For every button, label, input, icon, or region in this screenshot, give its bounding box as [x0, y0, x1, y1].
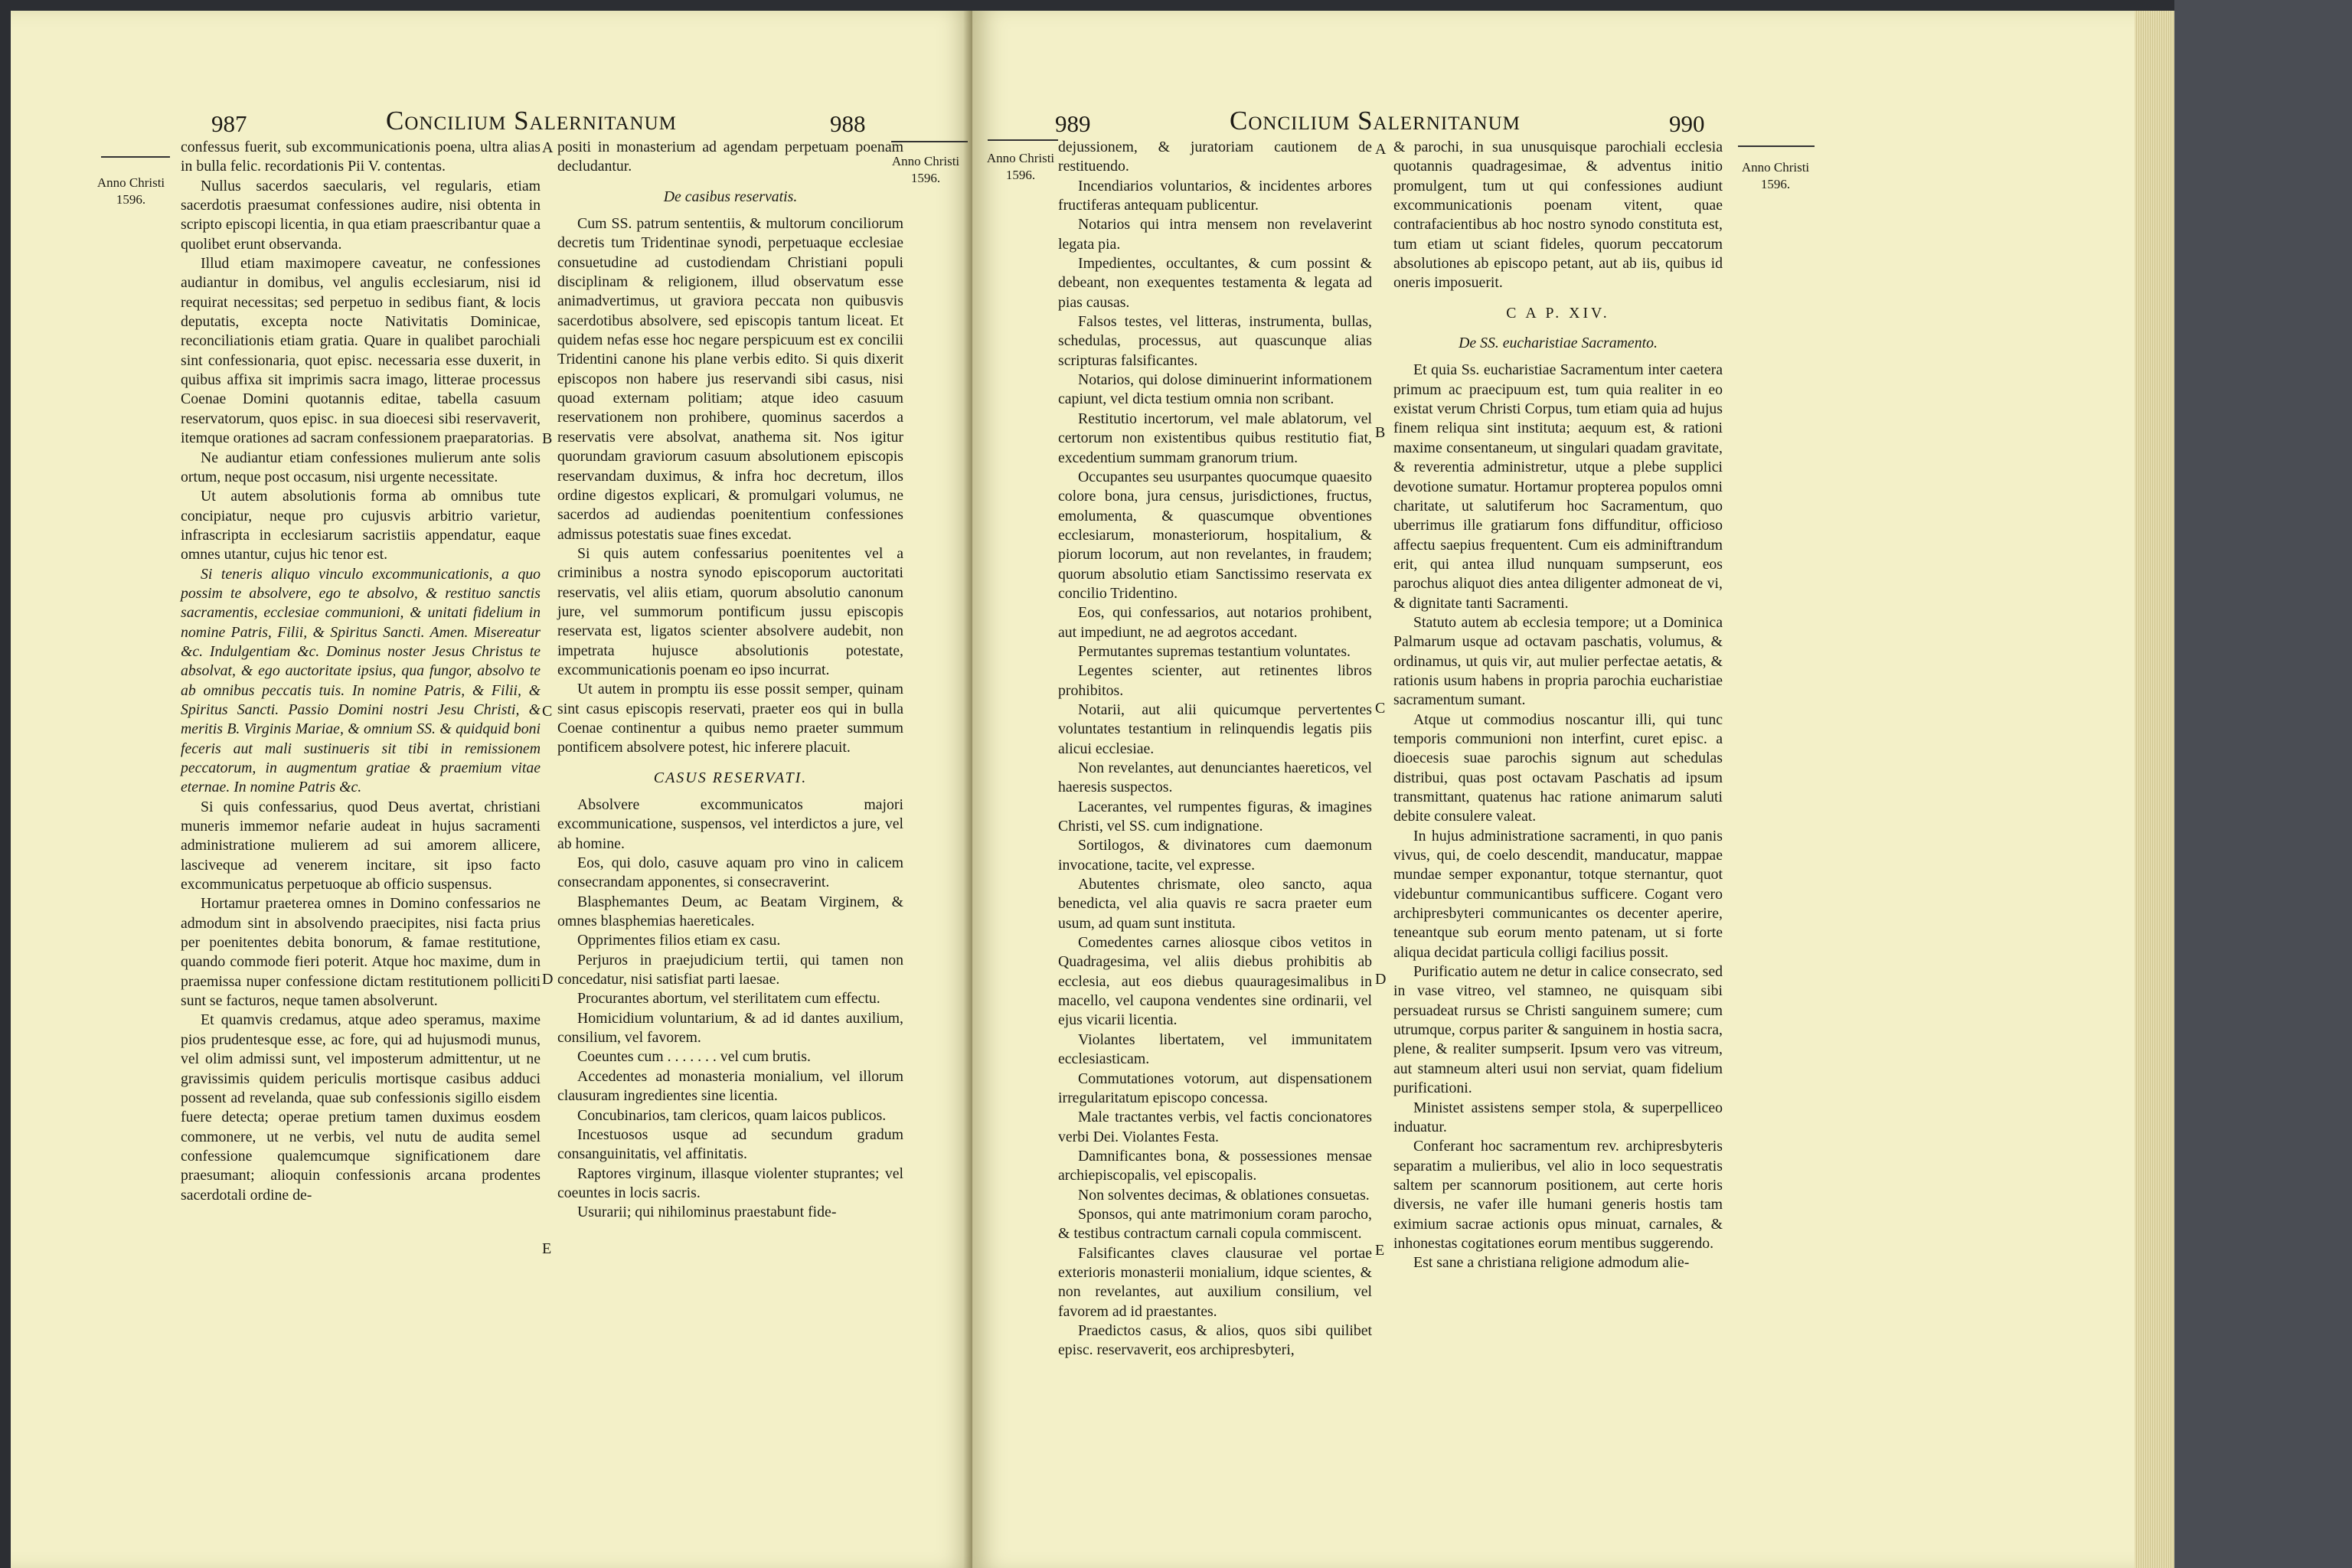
left-page-column-1 — [181, 138, 541, 1205]
list-item: Eos, qui dolo, casuve aquam pro vino in calicem consecrandam apponentes, si consecraverint. — [557, 854, 903, 891]
list-item: Perjuros in praejudicium tertii, qui tamen non concedatur, nisi satisfiat parti laesae. — [557, 951, 903, 988]
list-item: Accedentes ad monasteria monialium, vel illorum clausuram ingredientes sine licentia. — [557, 1067, 903, 1105]
year-margin-note-left: Anno Christi 1596. — [986, 151, 1055, 182]
list-item: Concubinarios, tam clericos, quam laicos publicos. — [577, 1106, 887, 1124]
list-item: Occupantes seu usurpantes quocumque quaesito colore bona, jura census, jurisdictiones, fructus, emolumenta, & quascumque obventiones ecclesiarum, monasteriorum, hospitalium, & piorum locorum, aut non revelantes, in fraudem; quorum absolutio etiam Sanctissimo reservata ex concilio Tridentino. — [1058, 468, 1372, 602]
list-item: Procurantes abortum, vel sterilitatem cum effectu. — [577, 990, 880, 1008]
paragraph: Ne audiantur etiam confessiones mulierum ante solis ortum, neque post occasum, nisi urgente necessitate. — [181, 449, 541, 485]
page-number-989: 989 — [1055, 110, 1091, 137]
paragraph: Cum SS. patrum sententiis, & multorum conciliorum decretis tum Tridentinae synodi, perpetuaque ecclesiae consuetudine ad custodiendam Christiani populi disciplinam & religionem, illud observatum esse animadvertimus, ut graviora peccata non quibusvis sacerdotibus absolvere, sed episcopis tantum liceat. Et quidem nefas esse hoc negare perspicuum est ex concilii Tridentini canone his plane verbis edito. Si quis dixerit episcopos non habere jus reservandi sibi casus, nisi quoad externam politiam; atque ideo casuum reservationem non prohibere, quominus sacerdos a reservatis vere absolvat, anathema sit. Nos igitur quorundam graviorum casuum absolutionem episcopis reservandam duximus, & infra hoc decretum, illos ordine digestos explicari, & promulgari volumus, ne sacerdos ad audiendas poenitentium confessiones admissus potestatis suae fines excedat. — [557, 215, 903, 543]
section-letter: B — [1375, 424, 1386, 441]
list-item: Incestuosos usque ad secundum gradum consanguinitatis, vel affinitatis. — [557, 1125, 903, 1163]
section-letter: A — [542, 139, 554, 156]
paragraph: Et quamvis credamus, atque adeo speramus, maxime pios prudentesque esse, ac fore, qui ad hujusmodi munus, vel olim admissi sunt, vel imposterum admittentur, ut ne gravissimis quidem periculis mortisque casibus adduci possent ad revelanda, quae sub confessionis sigillo eisdem fuere detecta; operae pretium tamen duximus eosdem commonere, ut ne verbis, vel nutu de audita semel confessione qualemcumque significationem dare praesumant; alioquin confessionis arcana prodentes sacerdotali ordine de- — [181, 1011, 541, 1204]
list-item: Non solventes decimas, & oblationes consuetas. — [1078, 1186, 1370, 1204]
list-item: Abutentes chrismate, oleo sancto, aqua benedicta, vel alia quavis re sacra praeter eum usum, ad quam sunt instituta. — [1058, 876, 1372, 932]
section-letter: C — [542, 703, 553, 720]
absolution-formula: Si teneris aliquo vinculo excommunicationis, a quo possim te absolvere, ego te absolvo, & restituo sanctis sacramentis, ecclesiae communioni, & unitati fidelium in nomine Patris, Filii, & Spiritus Sancti. Amen. Misereatur &c. Indulgentiam &c. Dominus noster Jesus Christus te absolvat, & ego auctoritate ipsius, qua fungor, absolvo te ab omnibus peccatis tuis. In nomine Patris, & Filii, & Spiritus Sancti. Passio Domini nostri Jesu Christi, & meritis B. Virginis Mariae, & omnium SS. & quidquid boni feceris aut mali sustinueris sit tibi in remissionem peccatorum, in augmentum gratiae & praemium vitae eternae. In nomine Patris &c. — [181, 565, 541, 796]
section-heading-casus-reservati: CASUS RESERVATI. — [653, 769, 808, 786]
running-title-right: Concilium Salernitanum — [1230, 106, 1521, 136]
paragraph: & parochi, in sua unusquisque parochiali ecclesia quotannis quadragesimae, & adventus initio promulgent, tum ut qui confessiones audiunt excommunicationis poenam vitent, quae contrafacientibus ab hoc nostro synodo constituta est, tum etiam ut sciant fideles, quorum peccatorum absolutiones ab episcopo petant, aut ab iis, quibus id oneris imposuerit. — [1393, 139, 1723, 292]
list-item: Falsos testes, vel litteras, instrumenta, bullas, schedulas, processus, aut quascunque alias scripturas falsificantes. — [1058, 313, 1372, 369]
list-item: Raptores virginum, illasque violenter stuprantes; vel coeuntes in locis sacris. — [557, 1165, 903, 1201]
paragraph: Ut autem in promptu iis esse possit semper, quinam sint casus episcopis reservati, praeter eos qui in bulla Coenae continentur a quibus nemo praeter summum pontificem absolvere potest, hic inferere placuit. — [557, 681, 903, 756]
chapter-heading: C A P. XIV. — [1506, 304, 1610, 322]
paragraph: Est sane a christiana religione admodum alie- — [1413, 1254, 1690, 1272]
section-letter: B — [542, 430, 553, 447]
list-item: Damnificantes bona, & possessiones mensae archiepiscopalis, vel episcopalis. — [1058, 1147, 1372, 1184]
year-margin-note-left: Anno Christi 1596. — [96, 175, 165, 207]
paragraph: Si quis autem confessarius poenitentes vel a criminibus a nostra synodo episcoporum auctoritati reservatis, vel aliis etiam, quorum absolutio canonum jure, vel summorum pontificum jussu episcopis reservata est, ligatos scienter absolvere audebit, non impetrata hujusce absolutionis potestate, excommunicationis poenam eo ipso incurrat. — [557, 544, 903, 678]
list-item: Praedictos casus, & alios, quos sibi quilibet episc. reservaverit, eos archipresbyteri, — [1058, 1321, 1372, 1359]
list-item: Incendiarios voluntarios, & incidentes arbores fructiferas antequam publicentur. — [1058, 177, 1372, 214]
running-title-left: Concilium Salernitanum — [386, 106, 677, 136]
list-item: Notarii, aut alii quicumque pervertentes voluntates testantium in relinquendis legatis piis alicui ecclesiae. — [1058, 701, 1372, 757]
margin-rule — [101, 156, 170, 158]
year-margin-note-right: Anno Christi 1596. — [1741, 160, 1810, 191]
right-page-column-1 — [1058, 138, 1372, 1361]
left-page-column-2 — [557, 138, 903, 1223]
paragraph: Si quis confessarius, quod Deus avertat, christiani muneris immemor nefarie audeat in hujus sacramenti administratione mulierem ad sui amorem allicere, lasciveque ad venerem incitare, sit ipso facto excommunicatus perpetuoque ab officio suspensus. — [181, 798, 541, 893]
section-letter: D — [542, 971, 554, 988]
paragraph: Atque ut commodius noscantur illi, qui tunc temporis communioni non interfint, curet episc. a dioecesis suae parochis signum aut schedulas distribui, quas post octavam Paschatis ad ipsum transmittant, quatenus hac ratione animarum saluti debite consulere valeat. — [1393, 710, 1723, 825]
paragraph: Et quia Ss. eucharistiae Sacramentum inter caetera primum ac praecipuum est, tum quia realiter in eo existat verum Christi Corpus, tum etiam quia ad hujus finem reliqua sint instituta; aequum est, & rationi maxime consentaneum, ut singulari quadam gravitate, & reverentia administretur, utque a plebe supplici devotione sumatur. Hortamur propterea populos omni charitate, ut salutiferum hoc Sacramentum, quo uberrimus ille gratiarum fons diffunditur, officioso affectu saepius frequentent. Cum eis adminiftrandum erit, qui antea illud nunquam sumpserunt, eos parochus aliquot dies antea diligenter admoneat de vi, & dignitate tanti Sacramenti. — [1393, 361, 1723, 612]
section-letter: A — [1375, 141, 1387, 158]
list-item: Blasphemantes Deum, ac Beatam Virginem, & omnes blasphemias haereticales. — [557, 893, 903, 930]
section-heading-reserved-cases: De casibus reservatis. — [663, 188, 798, 205]
paragraph: Ut autem absolutionis forma ab omnibus tute concipiatur, neque pro cujusvis arbitrio varietur, infrascripta in ecclesiarum sacristiis appendatur, eaque omnes utantur, cujus hic tenor est. — [181, 488, 541, 564]
list-item: Male tractantes verbis, vel factis concionatores verbi Dei. Violantes Festa. — [1058, 1109, 1372, 1145]
margin-rule — [1738, 145, 1815, 147]
list-item: Notarios, qui dolose diminuerint informationem capiunt, vel dicta testium omnia non scribant. — [1058, 371, 1372, 408]
left-page — [11, 11, 972, 1568]
section-heading-eucharist: De SS. eucharistiae Sacramento. — [1459, 335, 1658, 352]
paragraph: Statuto autem ab ecclesia tempore; ut a Dominica Palmarum usque ad octavam paschatis, volumus, & ordinamus, ut quis vir, aut mulier perfectae aetatis, & rationis usum habens in propria parochia eucharistiae sacramentum sumant. — [1393, 613, 1723, 709]
section-letter: E — [542, 1240, 552, 1257]
list-item: Usurarii; qui nihilominus praestabunt fide- — [577, 1204, 837, 1221]
section-letter: C — [1375, 700, 1386, 717]
section-letter: D — [1375, 971, 1387, 988]
page-number-987: 987 — [211, 110, 247, 137]
paragraph: Hortamur praeterea omnes in Domino confessarios ne admodum sint in absolvendo praecipites, nisi facta prius per poenitentes debita bonorum, & famae restitutione, quando commode fieri poterit. Atque hoc maxime, dum in praemissa nuper confessione dictam restitutionem polliciti sunt se facturos, neque tamen absolverunt. — [181, 895, 541, 1010]
paragraph: dejussionem, & juratoriam cautionem de restituendo. — [1058, 139, 1372, 175]
list-item: Homicidium voluntarium, & ad id dantes auxilium, consilium, vel favorem. — [557, 1009, 903, 1047]
book-fore-edge — [2135, 11, 2174, 1568]
list-item: Falsificantes claves clausurae vel portae exterioris monasterii monialium, idque scientes, & non revelantes, aut auxilium consilium, vel favorem ad id praestantes. — [1058, 1244, 1372, 1320]
page-number-988: 988 — [830, 110, 866, 137]
right-page-column-2 — [1393, 138, 1723, 1273]
list-item: Eos, qui confessarios, aut notarios prohibent, aut impediunt, ne ad aegrotos accedant. — [1058, 604, 1372, 641]
paragraph: Conferant hoc sacramentum rev. archipresbyteris separatim a mulieribus, vel alio in loco sequestratis saltem per scannorum positionem, aut certe horis diversis, ne vafer ille humani generis hostis tam eximium sacrae actionis opus minuat, carnales, & inhonestas cogitationes eorum mentibus suggerendo. — [1393, 1138, 1723, 1252]
paragraph: In hujus administratione sacramenti, in quo panis vivus, qui, de coelo descendit, manducatur, mappae mundae semper exponantur, totque sternantur, quot videbuntur communicantibus sufficere. Cogant vero archipresbyteri communicantes os decenter aperire, teneantque sub eorum mento patenam, ut si forte aliqua decidat particula colligi facilius possit. — [1393, 827, 1723, 961]
list-item: Lacerantes, vel rumpentes figuras, & imagines Christi, vel SS. cum indignatione. — [1058, 798, 1372, 835]
paragraph: Illud etiam maximopere caveatur, ne confessiones audiantur in domibus, vel angulis ecclesiarum, nisi id requirat necessitas; sed perpetuo in sedibus fiant, & locis deputatis, excepta nocte Nativitatis Dominicae, reconciliationis etiam gratia. Quare in qualibet parochiali sint confessionaria, quot episc. necessaria esse duxerit, in quibus affixa sit imprimis sacra imago, litterae processus Coenae Domini quotannis editae, tabella casuum reservatorum, quos episc. in sua dioecesi sibi reservaverit, itemque orationes ad sacram confessionem praeparatorias. — [181, 255, 541, 447]
list-item: Absolvere excommunicatos majori excommunicatione, suspensos, vel interdictos a jure, vel ab homine. — [557, 796, 903, 852]
list-item: Permutantes supremas testantium voluntates. — [1078, 642, 1351, 660]
list-item: Comedentes carnes aliosque cibos vetitos in Quadragesima, vel aliis diebus prohibitis ab ecclesia, aut eos diebus quauragesimalibus in macello, vel caupona vendentes sine ordinarii, vel ejus vicarii licentia. — [1058, 934, 1372, 1029]
page-number-990: 990 — [1669, 110, 1705, 137]
list-item: Non revelantes, aut denunciantes haereticos, vel haeresis suspectos. — [1058, 760, 1372, 796]
list-item: Legentes scienter, aut retinentes libros prohibitos. — [1058, 662, 1372, 699]
list-item: Coeuntes cum . . . . . . . vel cum brutis. — [577, 1048, 811, 1066]
paragraph: Nullus sacerdos saecularis, vel regularis, etiam sacerdotis praesumat confessiones audire, nisi obtenta in scripto episcopi licentia, in qua etiam praescribantur quae a quolibet erunt observanda. — [181, 177, 541, 253]
list-item: Sponsos, qui ante matrimonium coram parocho, & testibus contractum carnali copula commiscent. — [1058, 1205, 1372, 1243]
paragraph: positi in monasterium ad agendam perpetuam poenam decludantur. — [557, 139, 903, 175]
paragraph: Purificatio autem ne detur in calice consecrato, sed in vase vitreo, vel stamneo, ne quisquam sibi persuadeat rursus se Christi sanguinem sumere; cum utrumque, corpus pariter & sanguinem in hostia sacra, plene, & realiter sumpserit. Ipsum vero vas vitreum, aut stamneum alteri usui non serviat, quam fidelium purificationi. — [1393, 963, 1723, 1097]
list-item: Commutationes votorum, aut dispensationem irregularitatum episcopo concessa. — [1058, 1070, 1372, 1106]
right-page — [972, 11, 2174, 1568]
paragraph: Ministet assistens semper stola, & superpelliceo induatur. — [1393, 1099, 1723, 1135]
margin-rule — [988, 139, 1058, 141]
scanner-background-left — [0, 0, 11, 1568]
list-item: Opprimentes filios etiam ex casu. — [577, 932, 781, 949]
section-letter: E — [1375, 1242, 1385, 1259]
list-item: Notarios qui intra mensem non revelaverint legata pia. — [1058, 216, 1372, 253]
paragraph: confessus fuerit, sub excommunicationis poena, ultra alias in bulla felic. recordationis Pii V. contentas. — [181, 139, 541, 175]
scanner-background-top — [0, 0, 2174, 11]
list-item: Violantes libertatem, vel immunitatem ecclesiasticam. — [1058, 1031, 1372, 1068]
list-item: Impedientes, occultantes, & cum possint & debeant, non exequentes testamenta & legata ad pias causas. — [1058, 255, 1372, 311]
list-item: Sortilogos, & divinatores cum daemonum invocatione, tacite, vel expresse. — [1058, 837, 1372, 874]
year-margin-note-right: Anno Christi 1596. — [891, 154, 960, 185]
list-item: Restitutio incertorum, vel male ablatorum, vel certorum non existentibus quibus restitutio fiat, excedentium summam granorum trium. — [1058, 410, 1372, 466]
